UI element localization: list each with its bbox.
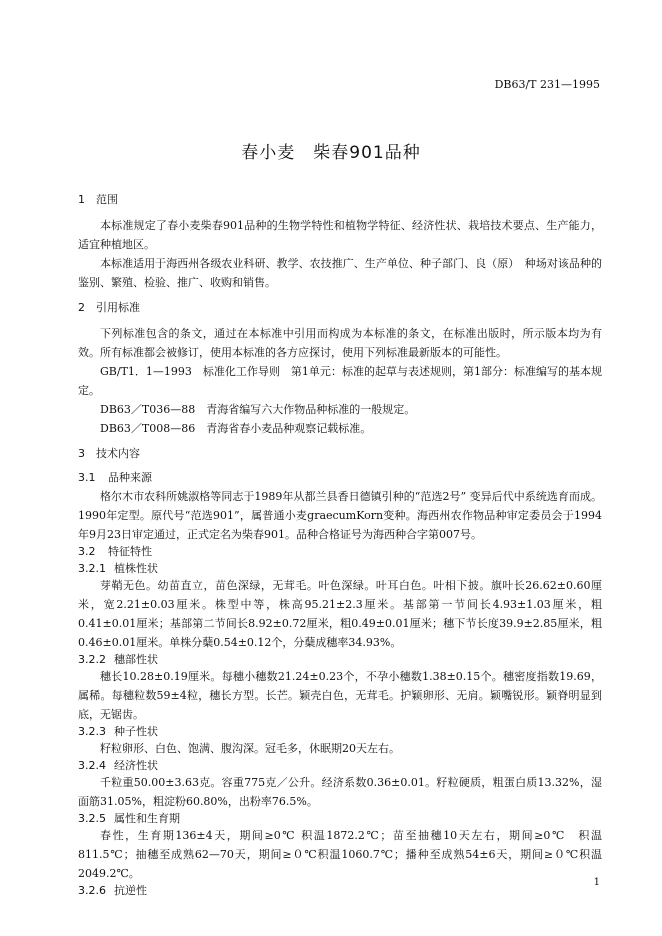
paragraph: DB63／T008—86 青海省春小麦品种观察记载标准。 xyxy=(100,422,372,435)
section-title: 引用标准 xyxy=(96,301,140,314)
paragraph: 千粒重50.00±3.63克。容重775克／公升。经济系数0.36±0.01。籽粒硬质，粗蛋白质13.32%，湿面筋31.05%，粗淀粉60.80%，出粉率76.5%。 xyxy=(78,776,602,808)
section-number: 2 xyxy=(78,301,85,314)
subsubsection-number: 3.2.1 xyxy=(78,562,106,575)
document-body xyxy=(78,192,602,898)
subsubsection-heading xyxy=(78,724,602,739)
subsubsection-title: 经济性状 xyxy=(114,759,158,772)
subsubsection-heading xyxy=(78,883,602,898)
page-number: 1 xyxy=(593,877,600,888)
paragraph: 春性，生育期136±4天，期间≥0℃ 积温1872.2℃；苗至抽穗10天左右，期间≥0℃ 积温811.5℃；抽穗至成熟62—70天，期间≥０℃积温1060.7℃；播种至成熟54±6天，期间≥０℃积温2049.2℃。 xyxy=(78,829,602,880)
paragraph: 下列标准包含的条文，通过在本标准中引用而构成为本标准的条文，在标准出版时，所示版本均为有效。所有标准都会被修订，使用本标准的各方应探讨，使用下列标准最新版本的可能性。 xyxy=(78,327,602,359)
subsubsection-number: 3.2.6 xyxy=(78,884,106,897)
paragraph: 籽粒卵形、白色、饱满、腹沟深。冠毛多，休眠期20天左右。 xyxy=(100,742,400,755)
subsubsection-number: 3.2.2 xyxy=(78,653,106,666)
subsection-title: 特征特性 xyxy=(108,545,152,558)
subsubsection-heading xyxy=(78,561,602,576)
paragraph: DB63／T036—88 青海省编写六大作物品种标准的一般规定。 xyxy=(100,403,416,416)
subsection-number: 3.2 xyxy=(78,545,96,558)
section-heading xyxy=(78,300,602,316)
section-title: 技术内容 xyxy=(96,447,140,460)
section-heading xyxy=(78,446,602,462)
subsubsection-heading xyxy=(78,652,602,667)
subsection-heading xyxy=(78,544,602,559)
subsection-title: 品种来源 xyxy=(108,471,152,484)
paragraph: 穗长10.28±0.19厘米。每穗小穗数21.24±0.23个，不孕小穗数1.38±0.15个。穗密度指数19.69，属稀。每穗粒数59±4粒，穗长方型。长芒。颖壳白色，无茸毛。护颖卵形、无肩。颖嘴锐形。颖脊明显到底，无锯齿。 xyxy=(78,670,602,721)
subsubsection-number: 3.2.5 xyxy=(78,812,106,825)
subsubsection-title: 属性和生育期 xyxy=(114,812,180,825)
subsubsection-number: 3.2.3 xyxy=(78,725,106,738)
subsubsection-heading xyxy=(78,758,602,773)
subsubsection-number: 3.2.4 xyxy=(78,759,106,772)
subsubsection-title: 植株性状 xyxy=(114,562,158,575)
section-number: 3 xyxy=(78,447,85,460)
paragraph: GB/T1．1—1993 标准化工作导则 第1单元：标准的起草与表述规则，第1部分：标准编写的基本规定。 xyxy=(78,365,602,397)
paragraph: 芽鞘无色。幼苗直立，苗色深绿，无茸毛。叶色深绿。叶耳白色。叶相下披。旗叶长26.62±0.60厘米，宽2.21±0.03厘米。株型中等，株高95.21±2.3厘米。基部第一节间长4.93±1.03厘米，粗0.41±0.01厘米；基部第二节间长8.92±0.72厘米，粗0.49±0.01厘米；穗下节长度39.9±2.85厘米，粗0.46±0.01厘米。单株分蘖0.54±0.12个，分蘖成穗率34.93%。 xyxy=(78,579,602,649)
section-heading xyxy=(78,192,602,208)
paragraph: 本标准规定了春小麦柴春901品种的生物学特性和植物学特征、经济性状、栽培技术要点、生产能力，适宜种植地区。 xyxy=(78,219,602,251)
section-number: 1 xyxy=(78,193,85,206)
subsubsection-title: 抗逆性 xyxy=(114,884,147,897)
paragraph: 格尔木市农科所姚淑格等同志于1989年从都兰县香日德镇引种的“范选2号” 变异后代中系统选育而成。1990年定型。原代号“范选901”，属普通小麦graecumKorn变种。海西州农作物品种审定委员会于1994年9月23日审定通过，正式定名为柴春901。品种合格证号为海西种合字第007号。 xyxy=(78,490,602,541)
subsubsection-title: 种子性状 xyxy=(114,725,158,738)
section-title: 范围 xyxy=(96,193,118,206)
subsection-heading xyxy=(78,470,602,485)
subsection-number: 3.1 xyxy=(78,471,96,484)
subsubsection-heading xyxy=(78,811,602,826)
paragraph: 本标准适用于海西州各级农业科研、教学、农技推广、生产单位、种子部门、良（原） 种场对该品种的鉴别、繁殖、检验、推广、收购和销售。 xyxy=(78,257,602,289)
standard-code: DB63/T 231—1995 xyxy=(494,78,600,91)
subsubsection-title: 穗部性状 xyxy=(114,653,158,666)
document-title: 春小麦 柴春901品种 xyxy=(241,143,421,163)
